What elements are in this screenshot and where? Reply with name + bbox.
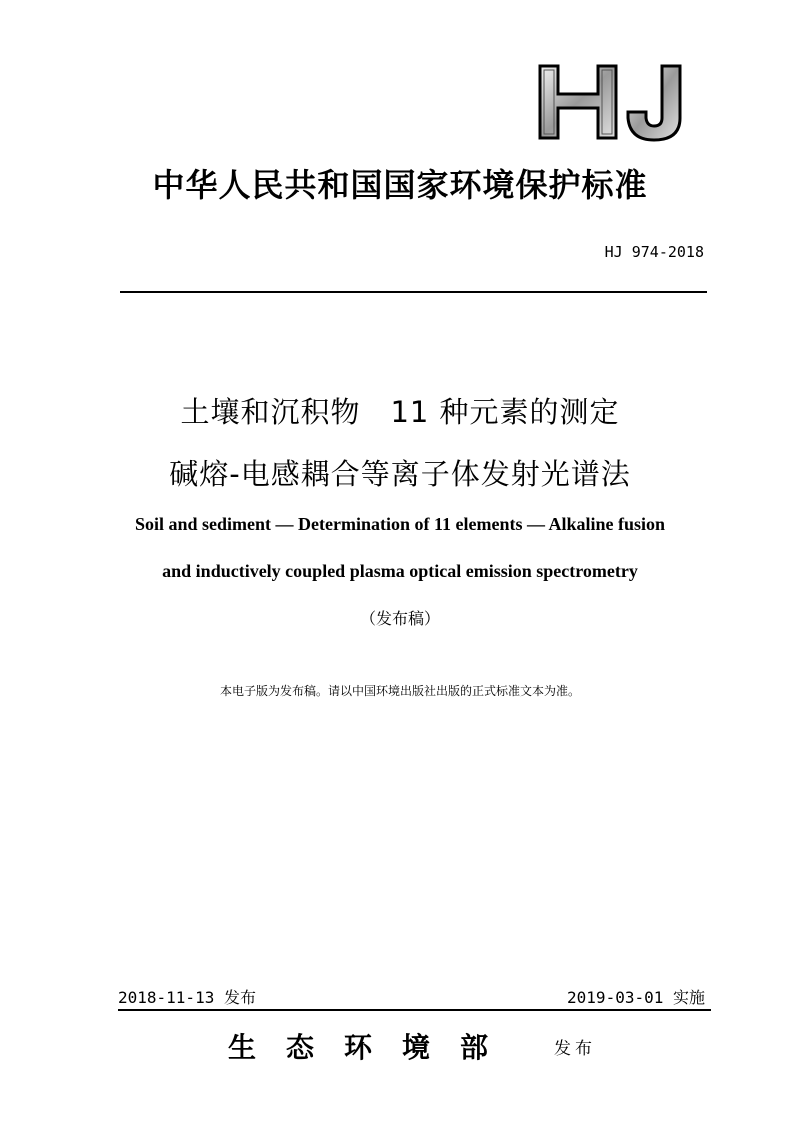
title-cn-line1: 土壤和沉积物 11 种元素的测定 [180,395,620,429]
hj-logo [536,62,686,142]
organization-title: 中华人民共和国国家环境保护标准 [152,166,648,204]
bottom-rule [118,1009,711,1011]
issuer-name: 生态环境部 [228,1031,519,1064]
title-en-line1: Soil and sediment — Determination of 11 elements — Alkaline fusion [134,514,665,534]
release-date: 2018-11-13 发布 [118,988,256,1007]
issue-word: 发布 [554,1039,596,1059]
title-en-line2: and inductively coupled plasma optical emission spectrometry [162,561,638,581]
edition-note: 本电子版为发布稿。请以中国环境出版社出版的正式标准文本为准。 [219,684,580,698]
standard-number: HJ 974-2018 [604,243,704,261]
title-cn-line2: 碱熔-电感耦合等离子体发射光谱法 [169,457,631,491]
draft-label: （发布稿） [359,609,440,628]
top-rule [120,291,707,293]
effective-date: 2019-03-01 实施 [567,988,705,1007]
